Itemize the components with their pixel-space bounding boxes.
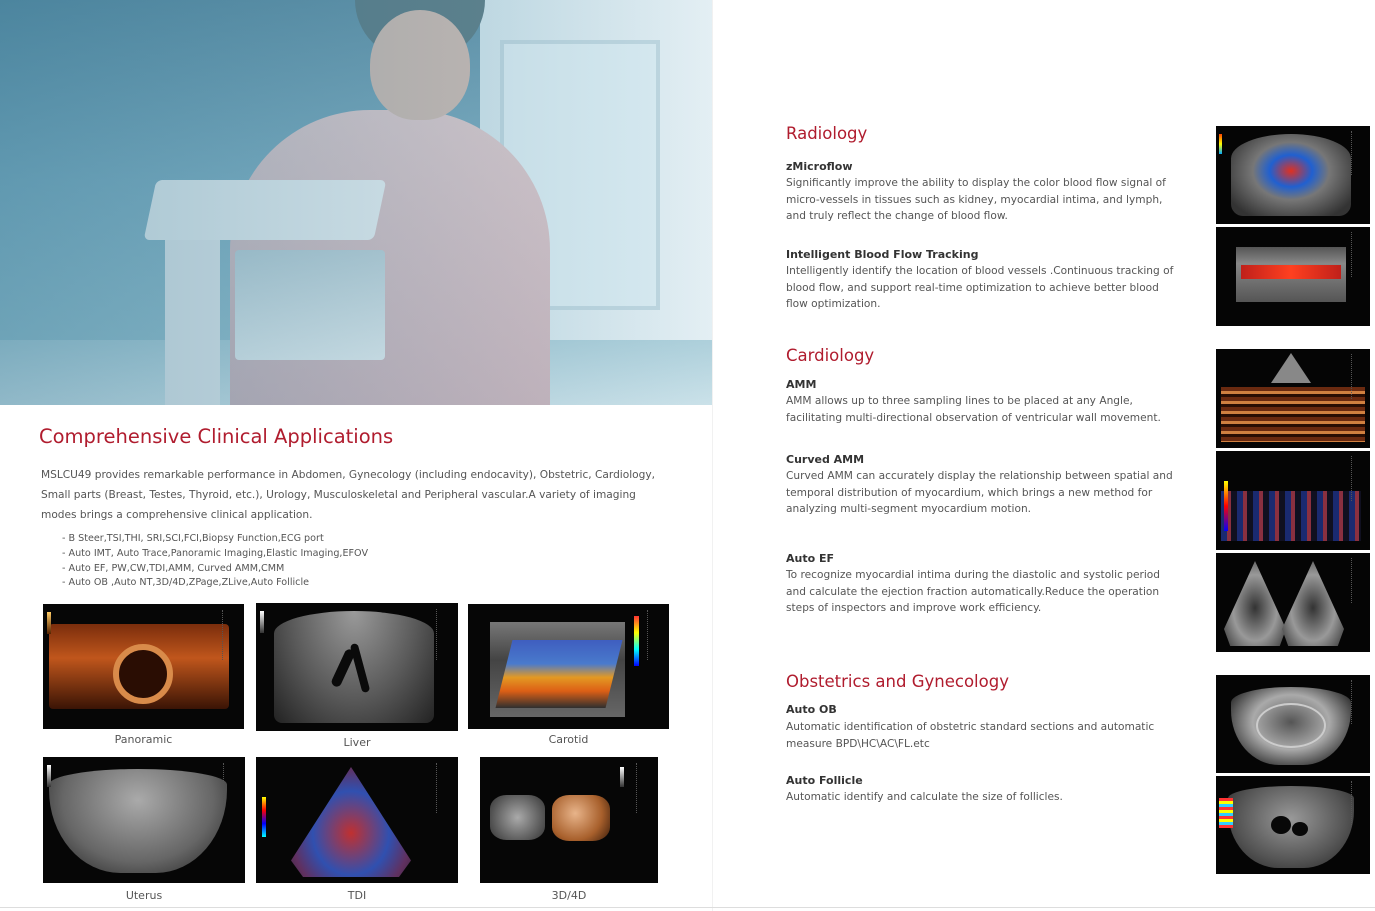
auto-ef-image xyxy=(1216,553,1370,652)
image-caption: Liver xyxy=(343,736,371,749)
image-caption: 3D/4D xyxy=(551,889,587,902)
image-caption: Uterus xyxy=(125,889,163,902)
item-text: Significantly improve the ability to display the color blood flow signal of micro-vessels in tissues such as kidney, myocardial intima, and lymph, and truly reflect the change of blood flow. xyxy=(786,177,1166,222)
item-heading: Auto OB xyxy=(786,703,837,716)
uterus-image xyxy=(43,757,245,883)
item-text: Automatic identification of obstetric standard sections and automatic measure BPD\HC\AC\FL.etc xyxy=(786,721,1155,750)
item-heading: Intelligent Blood Flow Tracking xyxy=(786,248,979,261)
item-text: Intelligently identify the location of blood vessels .Continuous tracking of blood flow, and support real-time optimization to achieve better blood flow optimization. xyxy=(786,265,1174,310)
feature-item: - Auto IMT, Auto Trace,Panoramic Imaging,Elastic Imaging,EFOV xyxy=(62,547,369,559)
page-fold xyxy=(712,0,713,911)
section-title-obstetrics: Obstetrics and Gynecology xyxy=(786,672,1009,691)
section-title-radiology: Radiology xyxy=(786,124,868,143)
footer-divider xyxy=(0,907,1375,908)
item-heading: Auto Follicle xyxy=(786,774,863,787)
image-caption: Panoramic xyxy=(114,733,173,746)
feature-list xyxy=(62,532,482,591)
item-heading: Curved AMM xyxy=(786,453,865,466)
item-text: AMM allows up to three sampling lines to be placed at any Angle, facilitating multi-directional observation of ventricular wall movement. xyxy=(786,395,1161,424)
item-heading: Auto EF xyxy=(786,552,835,565)
feature-item: - Auto EF, PW,CW,TDI,AMM, Curved AMM,CMM xyxy=(62,562,285,574)
liver-image xyxy=(256,603,458,731)
item-heading: zMicroflow xyxy=(786,160,853,173)
feature-item: - Auto OB ,Auto NT,3D/4D,ZPage,ZLive,Auto Follicle xyxy=(62,577,310,589)
amm-image xyxy=(1216,349,1370,448)
item-text: Curved AMM can accurately display the relationship between spatial and temporal distribution of myocardium, which brings a new method for analyzing multi-segment myocardium motion. xyxy=(786,470,1173,515)
zmicroflow-image xyxy=(1216,126,1370,224)
image-caption: TDI xyxy=(347,889,367,902)
3d4d-image xyxy=(480,757,658,883)
item-text: To recognize myocardial intima during the diastolic and systolic period and calculate the ejection fraction automatically.Reduce the operation steps of inspectors and improve work efficiency. xyxy=(786,569,1161,614)
page-title: Comprehensive Clinical Applications xyxy=(39,425,394,448)
carotid-image xyxy=(468,604,669,729)
item-heading: AMM xyxy=(786,378,817,391)
intro-paragraph: MSLCU49 provides remarkable performance in Abdomen, Gynecology (including endocavity), Obstetric, Cardiology, Small parts (Breast, Testes, Thyroid, etc.), Urology, Musculoskeletal and Peripheral vascular.A variety of imaging modes brings a comprehensive clinical application. xyxy=(41,469,656,521)
curved-amm-image xyxy=(1216,451,1370,550)
item-text: Automatic identify and calculate the size of follicles. xyxy=(786,791,1063,803)
tdi-image xyxy=(256,757,458,883)
panoramic-image xyxy=(43,604,244,729)
feature-item: - B Steer,TSI,THI, SRI,SCI,FCI,Biopsy Function,ECG port xyxy=(62,533,324,544)
auto-ob-image xyxy=(1216,675,1370,773)
blood-flow-tracking-image xyxy=(1216,227,1370,326)
hero-photo xyxy=(0,0,712,405)
section-title-cardiology: Cardiology xyxy=(786,346,875,365)
image-caption: Carotid xyxy=(548,733,589,746)
auto-follicle-image xyxy=(1216,776,1370,874)
